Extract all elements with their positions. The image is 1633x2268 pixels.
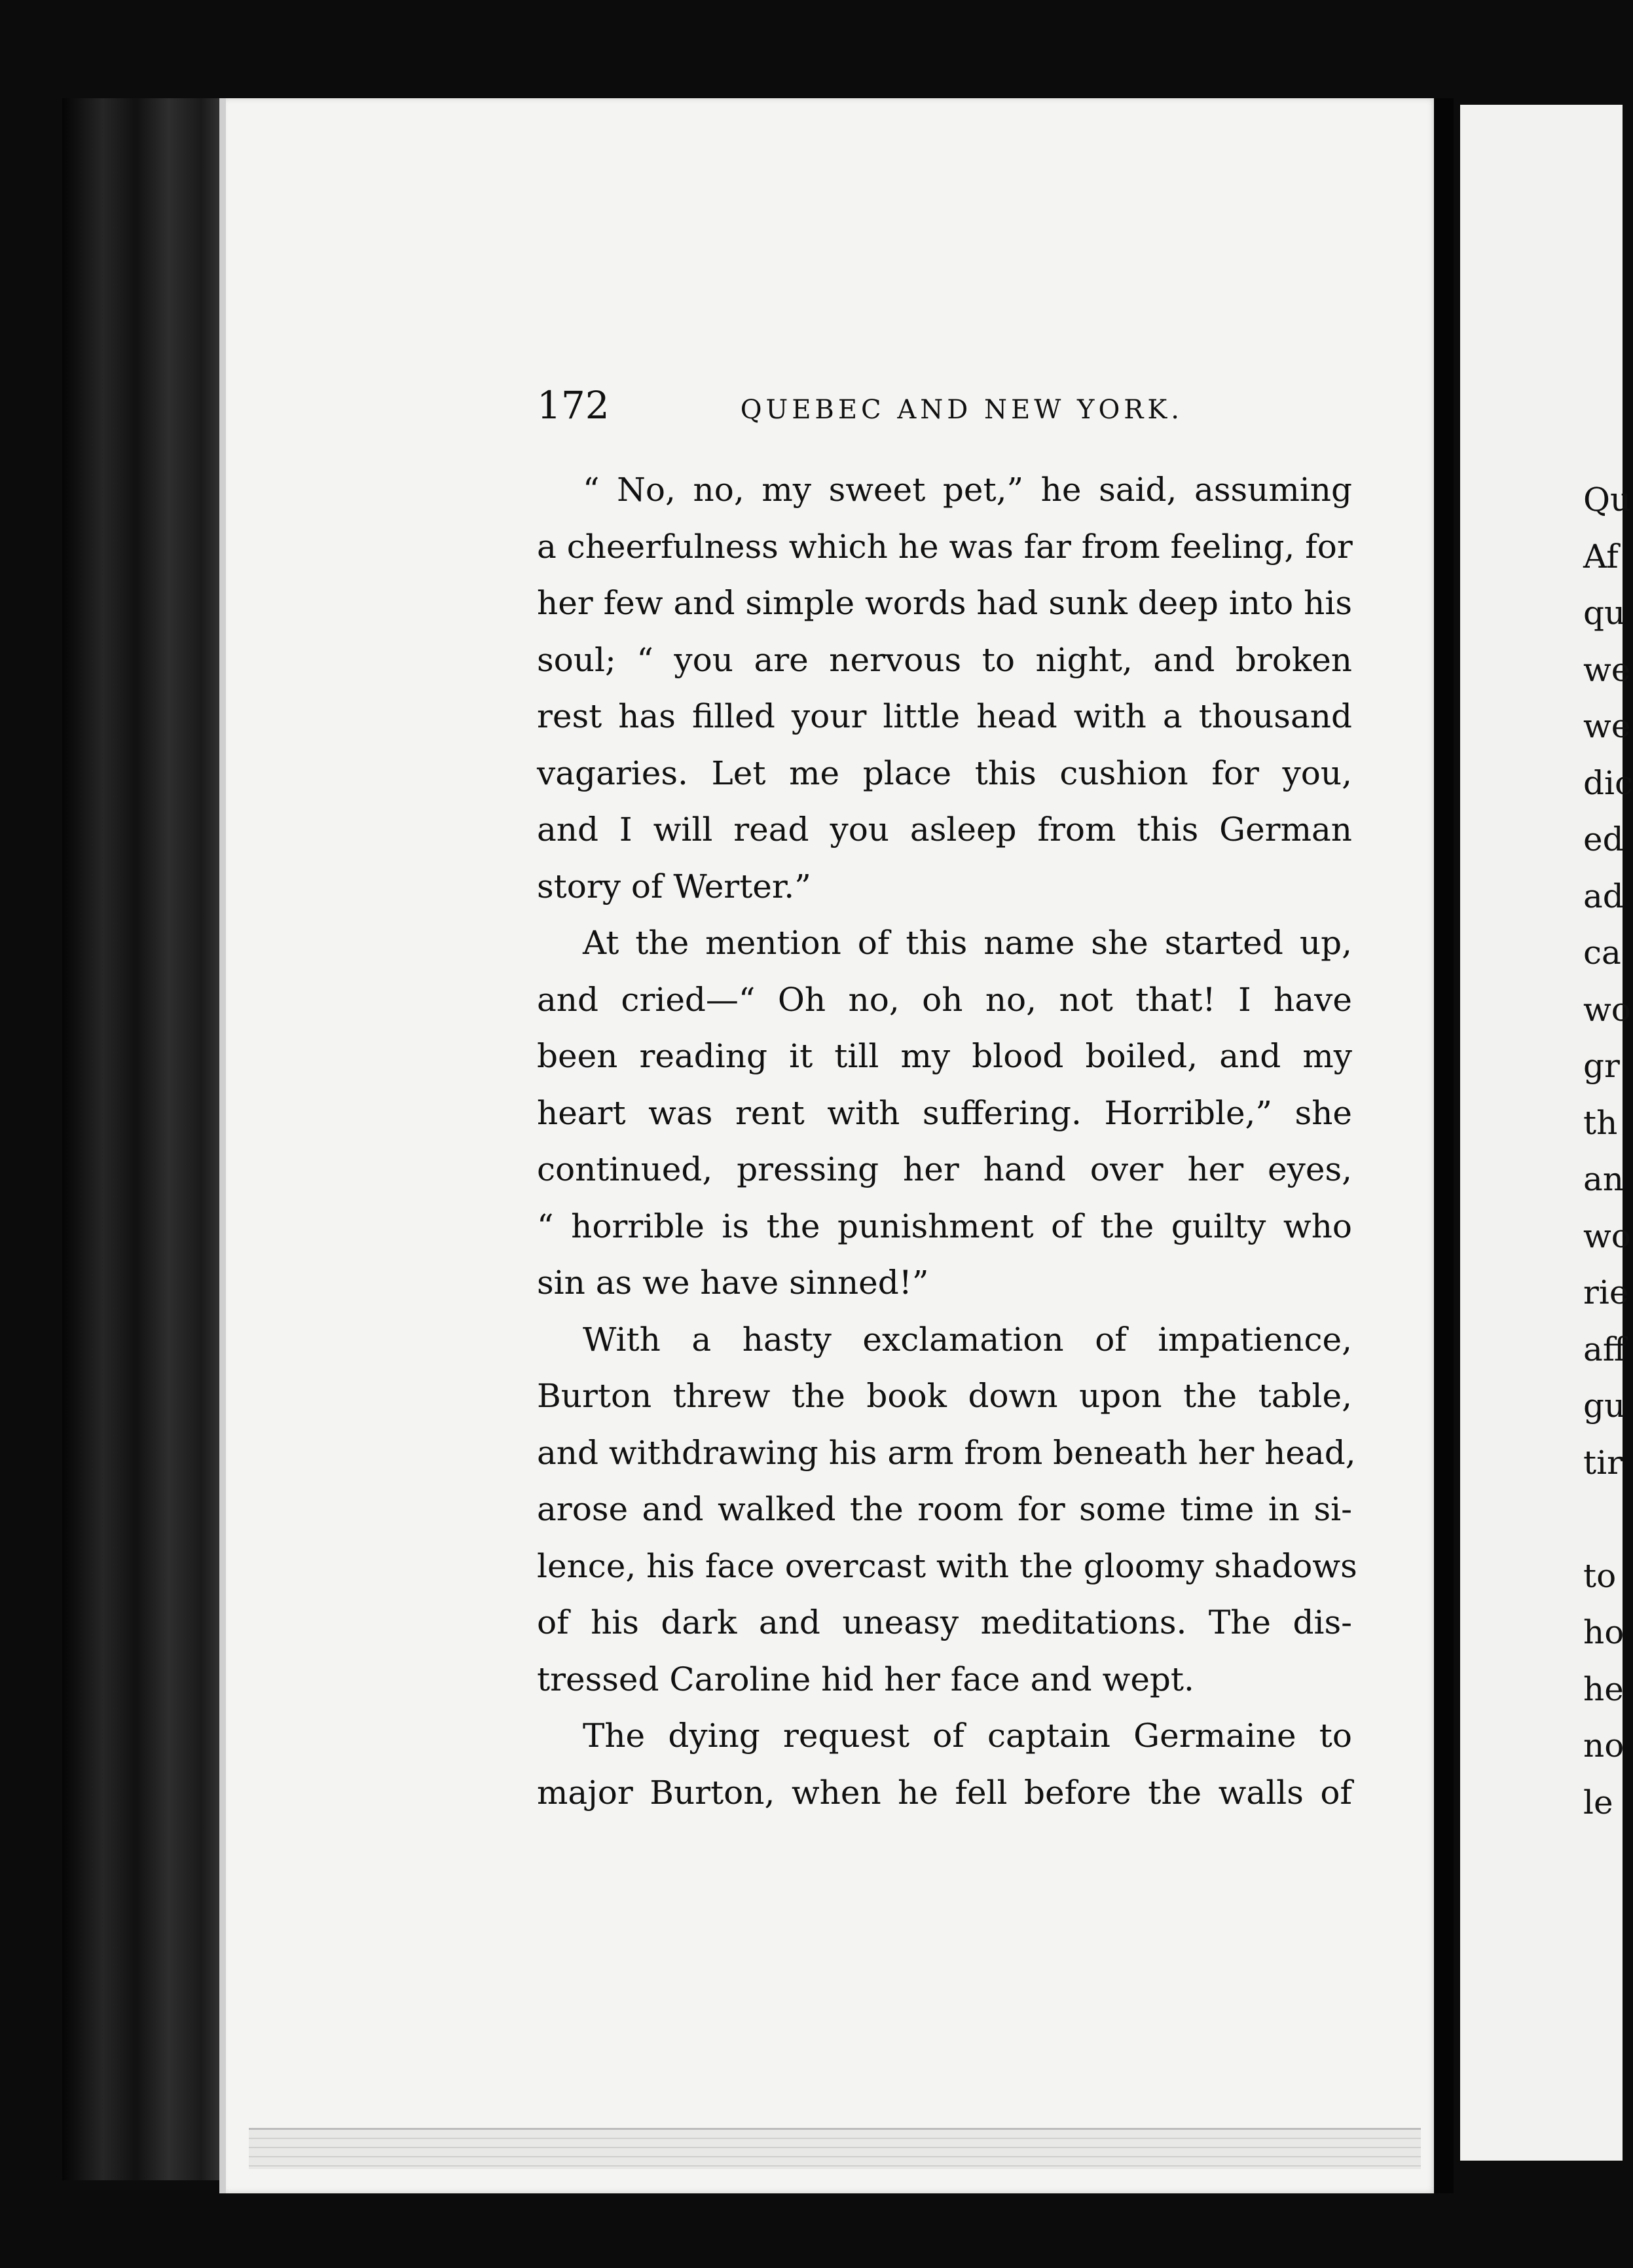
text-line: rest has filled your little head with a thousand — [537, 697, 1352, 735]
text-line: been reading it till my blood boiled, and my — [537, 1037, 1352, 1075]
facing-page-fragment: dic — [1583, 763, 1633, 802]
facing-page-fragment: qu — [1583, 594, 1626, 632]
facing-page-fragment: ca — [1583, 934, 1621, 972]
book-spine — [62, 98, 226, 2180]
facing-page-fragment: Af — [1583, 537, 1619, 576]
facing-page-fragment — [1583, 1491, 1623, 1548]
text-line: Burton threw the book down upon the table, — [537, 1377, 1352, 1415]
body-text — [537, 462, 1357, 1821]
facing-page-fragment: an — [1583, 1160, 1624, 1198]
facing-page-fragment: ad — [1583, 877, 1624, 915]
facing-page-fragment: le — [1583, 1783, 1613, 1821]
running-head: QUEBEC AND NEW YORK. — [740, 395, 1183, 425]
text-line: arose and walked the room for some time in si- — [537, 1490, 1352, 1528]
facing-page-fragment: ed — [1583, 820, 1624, 858]
facing-page-fragment: to — [1583, 1556, 1617, 1595]
facing-page-fragment: we — [1583, 707, 1631, 745]
text-line: and I will read you asleep from this German — [537, 811, 1352, 849]
text-line: continued, pressing her hand over her eyes, — [537, 1150, 1352, 1188]
facing-page-fragment: tir — [1583, 1443, 1623, 1482]
text-line: major Burton, when he fell before the walls of — [537, 1773, 1352, 1812]
text-line: “ horrible is the punishment of the guilty who — [537, 1207, 1352, 1245]
facing-page-fragment: gr — [1583, 1047, 1620, 1085]
facing-page-text — [1583, 471, 1633, 1831]
text-line: vagaries. Let me place this cushion for you, — [537, 754, 1352, 792]
text-line: of his dark and uneasy meditations. The dis- — [537, 1603, 1352, 1641]
facing-page-fragment: no — [1583, 1727, 1624, 1765]
facing-page-fragment: he — [1583, 1670, 1624, 1708]
text-line: “ No, no, my sweet pet,” he said, assuming — [583, 471, 1352, 509]
facing-page-fragment: gu — [1583, 1387, 1626, 1425]
text-line: heart was rent with suffering. Horrible,” she — [537, 1093, 1352, 1132]
facing-page-fragment: ho — [1583, 1613, 1624, 1651]
text-line: sin as we have sinned!” — [537, 1264, 929, 1302]
text-line: The dying request of captain Germaine to — [583, 1717, 1352, 1755]
text-line: lence, his face overcast with the gloomy shadows — [537, 1546, 1357, 1585]
text-line: a cheerfulness which he was far from feeling, for — [537, 527, 1353, 566]
facing-page-fragment: aff — [1583, 1330, 1626, 1368]
facing-page-fragment: rie — [1583, 1273, 1629, 1311]
text-line: story of Werter.” — [537, 867, 811, 905]
text-line: tressed Caroline hid her face and wept. — [537, 1660, 1194, 1698]
page-number: 172 — [537, 383, 610, 428]
text-line: her few and simple words had sunk deep into his — [537, 584, 1352, 622]
facing-page-fragment: wo — [1583, 990, 1631, 1029]
page-gutter — [1434, 98, 1454, 2193]
facing-page-fragment: wo — [1583, 1216, 1631, 1255]
facing-page-fragment: Qu — [1583, 481, 1632, 519]
page-header — [537, 383, 1183, 429]
text-line: and cried—“ Oh no, oh no, not that! I have — [537, 980, 1352, 1019]
facing-page-fragment: th — [1583, 1103, 1618, 1142]
text-line: At the mention of this name she started up, — [583, 924, 1352, 962]
page-stack-edges — [249, 2128, 1421, 2169]
text-line: With a hasty exclamation of impatience, — [583, 1320, 1352, 1359]
facing-page-fragment: we — [1583, 650, 1631, 689]
text-line: and withdrawing his arm from beneath her head, — [537, 1433, 1356, 1472]
text-line: soul; “ you are nervous to night, and broken — [537, 640, 1352, 679]
